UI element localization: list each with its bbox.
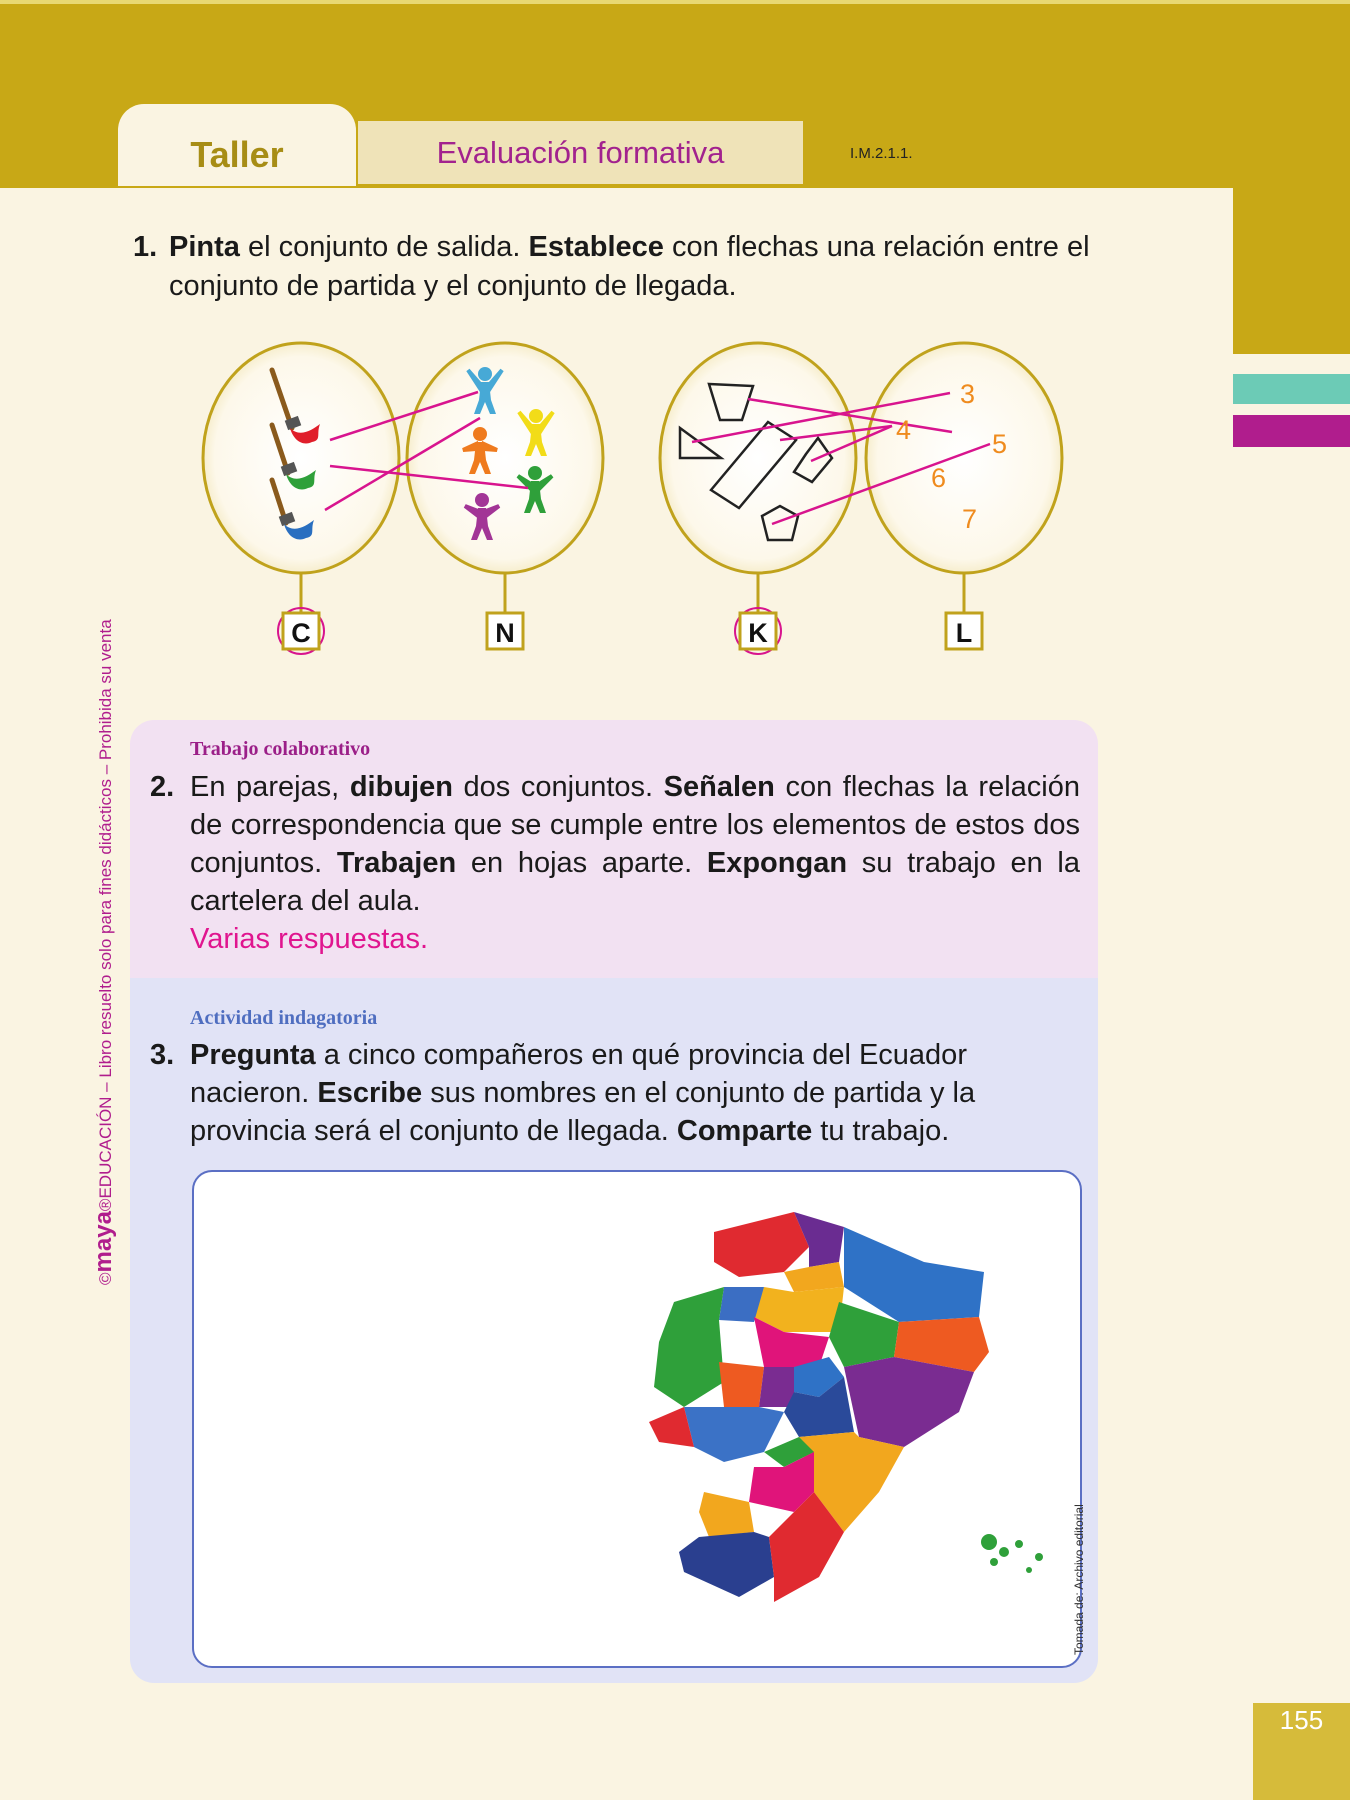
magenta-stripe	[1233, 415, 1350, 447]
page-number: 155	[1253, 1703, 1350, 1800]
exercise-1-number: 1.	[133, 231, 158, 263]
tab-evaluacion-label: Evaluación formativa	[436, 135, 725, 170]
copyright-text: EDUCACIÓN – Libro resuelto solo para fines didácticos – Prohibida su venta	[96, 619, 115, 1199]
registered-symbol: ®	[96, 1198, 115, 1212]
ex1-bold-establece: Establece	[528, 231, 664, 263]
set-label-n	[487, 613, 523, 649]
tab-taller	[118, 104, 356, 186]
ex3-bold-2: Escribe	[317, 1077, 423, 1109]
exercise-2-text	[190, 768, 1080, 920]
ex2-text-2: dos conjuntos.	[452, 771, 664, 803]
set-label-c	[278, 608, 324, 654]
map-answer-box	[192, 1170, 1082, 1668]
ex3-text-3: tu trabajo.	[812, 1115, 950, 1147]
exercise-2-number: 2.	[150, 771, 175, 803]
set-label-n-text: N	[495, 618, 515, 648]
number-7: 7	[962, 504, 978, 534]
exercise-1-text	[169, 228, 1093, 306]
exercise-1	[133, 228, 1093, 306]
tab-taller-label: Taller	[190, 134, 284, 175]
ex2-text-4: en hojas aparte.	[456, 847, 707, 879]
ex3-text-1: a cinco compañeros en qué provincia del Ecuador nacieron.	[190, 1039, 967, 1109]
ex1-text-2: con flechas una relación entre el conjunto de partida y el conjunto de llegada.	[169, 231, 1090, 302]
number-3: 3	[960, 379, 976, 409]
number-6: 6	[931, 463, 947, 493]
ex2-bold-2: Señalen	[663, 771, 775, 803]
ex2-text-1: En parejas,	[190, 771, 350, 803]
set-label-l-text: L	[955, 618, 973, 648]
ex2-bold-3: Trabajen	[336, 847, 457, 879]
exercise-2-answer: Varias respuestas.	[190, 923, 429, 955]
set-label-k-text: K	[748, 618, 768, 648]
exercise-3-text	[190, 1036, 1080, 1150]
ex2-bold-1: dibujen	[349, 771, 453, 803]
copyright-symbol: ©	[96, 1272, 115, 1285]
ex1-bold-pinta: Pinta	[169, 231, 240, 263]
collaborative-heading: Trabajo colaborativo	[190, 738, 371, 760]
skill-code: I.M.2.1.1.	[850, 145, 913, 162]
ex3-bold-3: Comparte	[676, 1115, 813, 1147]
set-label-c-text: C	[291, 618, 311, 648]
sets-diagram	[190, 330, 1090, 660]
ex1-text-1: el conjunto de salida.	[239, 231, 529, 263]
number-5: 5	[992, 429, 1008, 459]
set-label-k	[735, 608, 781, 654]
right-band	[1233, 184, 1350, 354]
number-4: 4	[896, 415, 912, 445]
set-n-ellipse	[407, 343, 603, 573]
sidebar-copyright	[90, 619, 118, 1285]
tab-evaluacion	[358, 121, 803, 184]
ex2-text-5: su trabajo en la cartelera del aula.	[190, 847, 1080, 917]
exercise-2	[150, 768, 1080, 958]
inquiry-heading: Actividad indagatoria	[190, 1007, 378, 1029]
brand-logo-text: maya	[90, 1211, 117, 1273]
exercise-3-number: 3.	[150, 1039, 175, 1071]
set-l-ellipse	[866, 343, 1062, 573]
exercise-3	[150, 1036, 1080, 1150]
ex2-text-3: con flechas la relación de correspondencia que se cumple entre los elementos de estos dos conjuntos.	[190, 771, 1080, 879]
ex3-bold-1: Pregunta	[190, 1039, 316, 1071]
ex3-text-2: sus nombres en el conjunto de partida y la provincia será el conjunto de llegada.	[190, 1077, 976, 1147]
ex2-bold-4: Expongan	[706, 847, 848, 879]
image-credit: Tomada de: Archivo editorial	[1072, 1504, 1086, 1655]
ecuador-map	[644, 1192, 1064, 1642]
teal-stripe	[1233, 374, 1350, 404]
set-label-l	[946, 613, 982, 649]
